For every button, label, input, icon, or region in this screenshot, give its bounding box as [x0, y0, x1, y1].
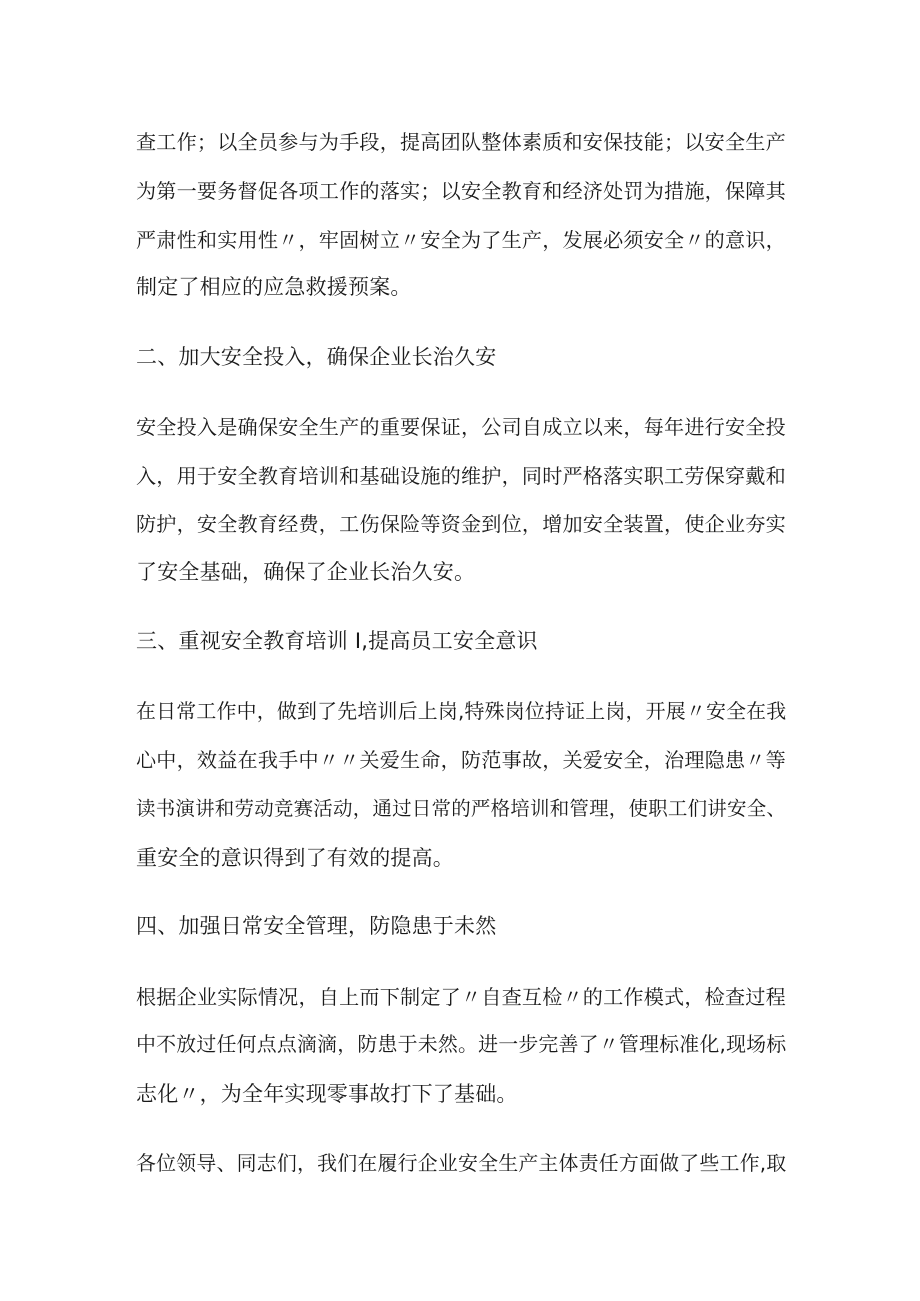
paragraph-3-line-4: 重安全的意识得到了有效的提高。: [136, 846, 454, 870]
paragraph-3-line-3: 读书演讲和劳动竞赛活动，通过日常的严格培训和管理，使职工们讲安全、: [136, 797, 787, 820]
paragraph-2-line-4: 了安全基础，确保了企业长治久安。: [136, 560, 476, 584]
paragraph-2-line-1: 安全投入是确保安全生产的重要保证，公司自成立以来，每年进行安全投: [136, 415, 786, 439]
paragraph-3-line-2: 心中，效益在我手中〃〃关爱生命，防范事故，关爱安全，治理隐患〃等: [136, 748, 786, 772]
paragraph-2-line-3: 防护，安全教育经费，工伤保险等资金到位，增加安全装置，使企业夯实: [136, 512, 786, 536]
paragraph-1-line-2: 为第一要务督促各项工作的落实；以安全教育和经济处罚为措施，保障其: [136, 179, 786, 203]
paragraph-4-line-3: 志化〃，为全年实现零事故打下了基础。: [136, 1082, 518, 1106]
paragraph-5-line-1: 各位领导、同志们，我们在履行企业安全生产主体责任方面做了些工作,取: [136, 1152, 787, 1175]
paragraph-4-line-2: 中不放过任何点点滴滴，防患于未然。进一步完善了〃管理标准化,现场标: [136, 1033, 787, 1056]
section-heading-2: 二、加大安全投入，确保企业长治久安: [136, 345, 497, 369]
paragraph-4-line-1: 根据企业实际情况，自上而下制定了〃自查互检〃的工作模式，检查过程: [136, 985, 786, 1009]
section-heading-3: 三、重视安全教育培训 I,提高员工安全意识: [136, 629, 538, 653]
paragraph-1-line-1: 查工作；以全员参与为手段，提高团队整体素质和安保技能；以安全生产: [136, 130, 786, 154]
paragraph-2-line-2: 入，用于安全教育培训和基础设施的维护，同时严格落实职工劳保穿戴和: [136, 464, 786, 488]
paragraph-1-line-3: 严肃性和实用性〃，牢固树立〃安全为了生产，发展必须安全〃的意识，: [136, 228, 786, 252]
paragraph-3-line-1: 在日常工作中，做到了先培训后上岗,特殊岗位持证上岗，开展〃安全在我: [136, 700, 787, 723]
paragraph-1-line-4: 制定了相应的应急救援预案。: [136, 275, 412, 299]
section-heading-4: 四、加强日常安全管理，防隐患于未然: [136, 914, 497, 938]
